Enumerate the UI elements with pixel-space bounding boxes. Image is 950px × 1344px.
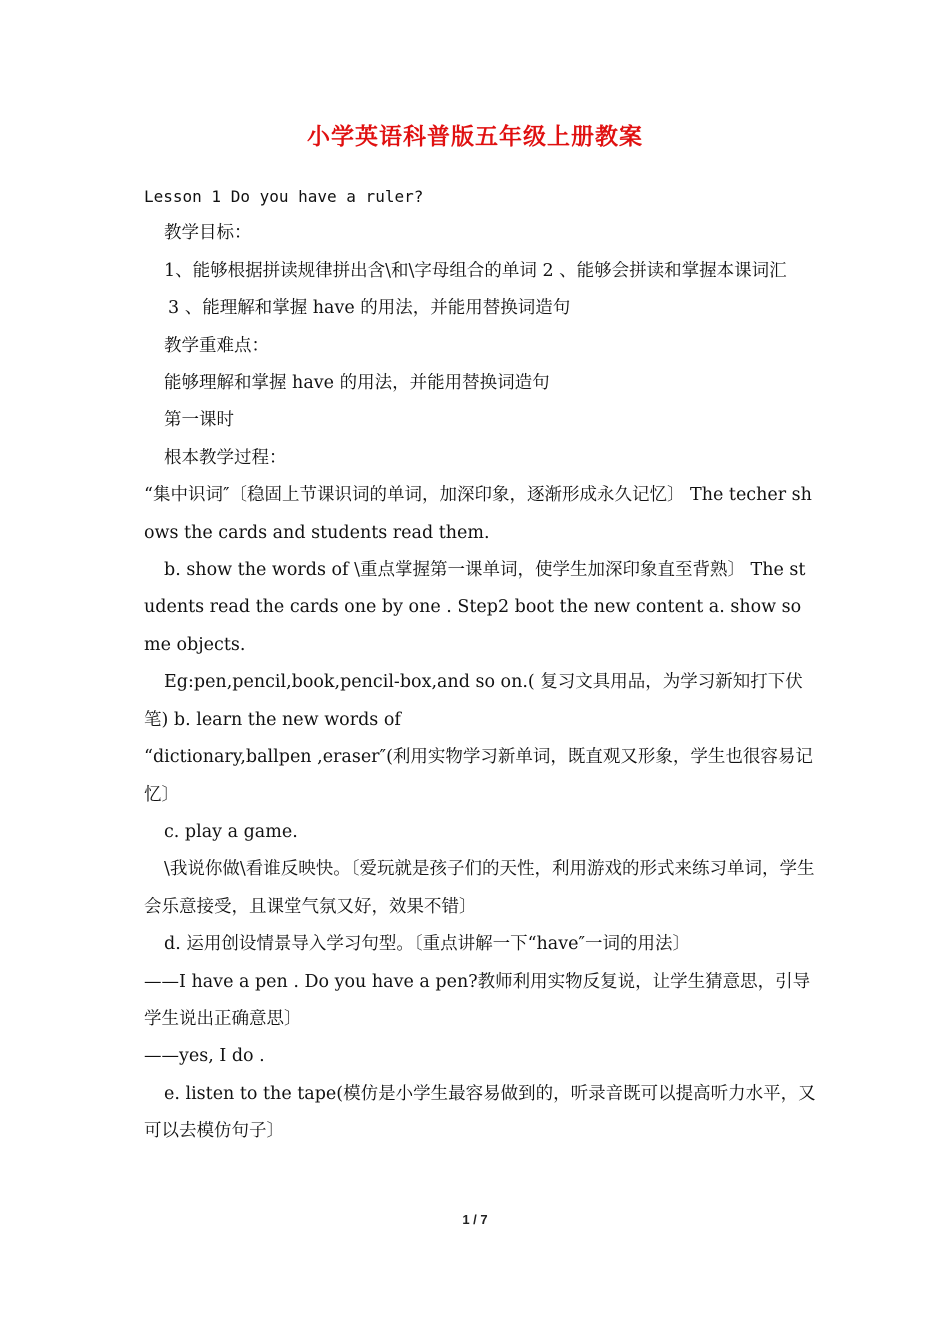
paragraph: 教学重难点： [164,335,269,356]
lesson-heading: Lesson 1 Do you have a ruler? [144,187,424,206]
document-body [144,178,816,1151]
paragraph: e. listen to the tape(模仿是小学生最容易做到的，听录音既可以提高听力水平，又可以去模仿句子〕 [144,1083,816,1142]
paragraph: ——I have a pen . Do you have a pen?教师利用实物反复说，让学生猜意思，引导 学生说出正确意思〕 [144,971,811,1029]
paragraph: 根本教学过程： [164,447,287,468]
paragraph: 第一课时 [164,410,234,431]
paragraph: Eg:pen,pencil,book,pencil-box,and so on.( 复习文具用品，为学习新知打下伏笔) b. learn the new words of [144,672,803,730]
paragraph: c. play a game. [164,821,298,842]
paragraph: 能够理解和掌握 have 的用法，并能用替换词造句 [164,373,550,394]
paragraph: “集中识词″〔稳固上节课识词的单词，加深印象，逐渐形成永久记忆〕 The techer shows the cards and students read them. [144,485,812,543]
paragraph: 3 、能理解和掌握 have 的用法，并能用替换词造句 [168,298,571,319]
page-indicator: 1 / 7 [462,1212,488,1227]
paragraph: d. 运用创设情景导入学习句型。〔重点讲解一下“have″一词的用法〕 [164,934,691,955]
paragraph: “dictionary,ballpen ,eraser″(利用实物学习新单词，既直观又形象，学生也很容易记忆〕 [144,747,813,805]
paragraph: \我说你做\看谁反映快。〔爱玩就是孩子们的天性，利用游戏的形式来练习单词，学生会乐意接受，且课堂气氛又好，效果不错〕 [144,859,815,917]
paragraph: 教学目标： [164,223,252,244]
document-title: 小学英语科普版五年级上册教案 [307,123,643,150]
paragraph: ——yes, I do . [144,1046,265,1067]
paragraph: b. show the words of \重点掌握第一课单词，使学生加深印象直至背熟〕 The students read the cards one by one . Step2 boot the new content a. show some objects. [144,560,806,655]
paragraph: 1、能够根据拼读规律拼出含\和\字母组合的单词 2 、能够会拼读和掌握本课词汇 [164,260,787,281]
